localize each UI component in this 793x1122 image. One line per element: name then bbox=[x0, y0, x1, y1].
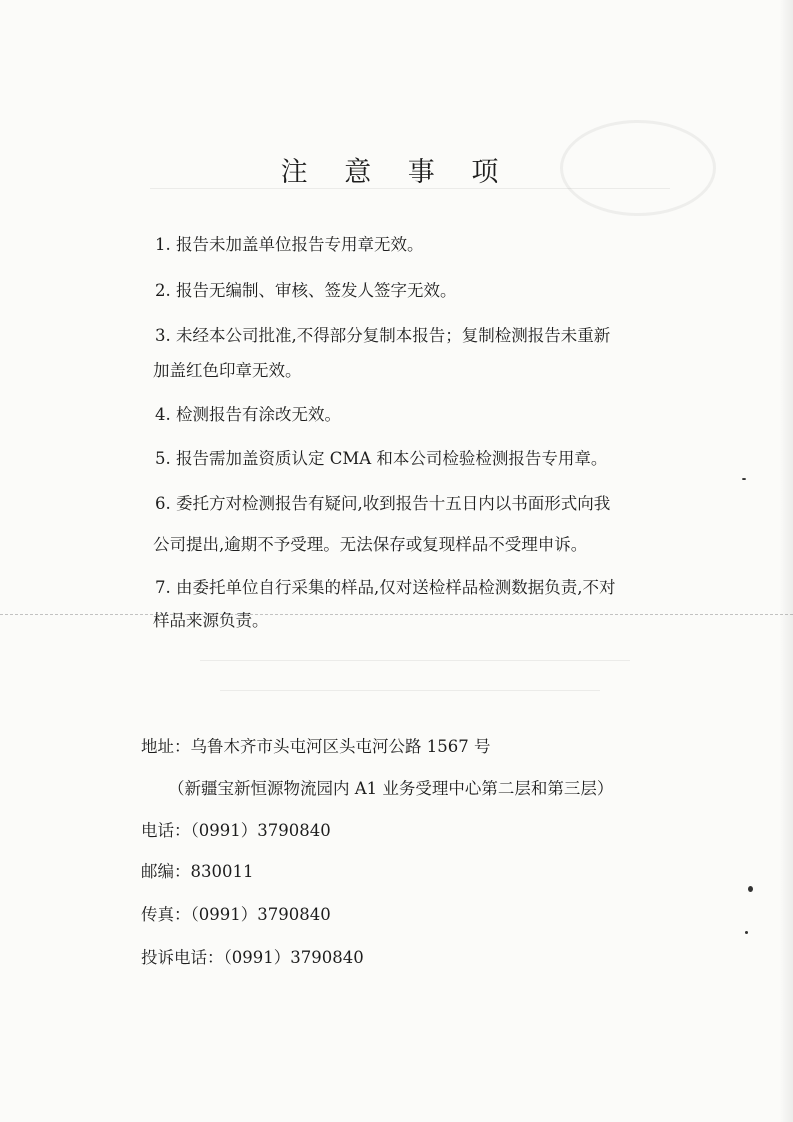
bleed-through-line bbox=[200, 660, 630, 661]
note-item-4: 4. 检测报告有涂改无效。 bbox=[155, 405, 341, 424]
scan-speck bbox=[745, 931, 748, 934]
note-item-5: 5. 报告需加盖资质认定 CMA 和本公司检验检测报告专用章。 bbox=[155, 449, 608, 468]
scan-speck bbox=[748, 886, 753, 892]
page-title: 注 意 事 项 bbox=[280, 157, 513, 188]
bleed-through-line bbox=[220, 690, 600, 691]
note-item-3-continued: 加盖红色印章无效。 bbox=[153, 361, 302, 380]
address: 地址：乌鲁木齐市头屯河区头屯河公路 1567 号 bbox=[141, 737, 491, 756]
note-item-1: 1. 报告未加盖单位报告专用章无效。 bbox=[155, 235, 424, 254]
phone-number: 电话：（0991）3790840 bbox=[141, 821, 331, 840]
note-item-6-continued: 公司提出,逾期不予受理。无法保存或复现样品不受理申诉。 bbox=[153, 535, 588, 554]
note-item-6: 6. 委托方对检测报告有疑问,收到报告十五日内以书面形式向我 bbox=[155, 494, 611, 513]
fax-number: 传真：（0991）3790840 bbox=[141, 905, 331, 924]
note-item-7: 7. 由委托单位自行采集的样品,仅对送检样品检测数据负责,不对 bbox=[155, 578, 616, 597]
note-item-7-continued: 样品来源负责。 bbox=[153, 611, 269, 630]
postcode: 邮编：830011 bbox=[141, 862, 254, 881]
complaint-phone: 投诉电话：（0991）3790840 bbox=[141, 948, 364, 967]
scan-speck bbox=[742, 478, 746, 480]
fold-crease bbox=[0, 614, 793, 615]
note-item-2: 2. 报告无编制、审核、签发人签字无效。 bbox=[155, 281, 457, 300]
note-item-3: 3. 未经本公司批准,不得部分复制本报告；复制检测报告未重新 bbox=[155, 326, 611, 345]
address-detail: （新疆宝新恒源物流园内 A1 业务受理中心第二层和第三层） bbox=[168, 779, 614, 798]
